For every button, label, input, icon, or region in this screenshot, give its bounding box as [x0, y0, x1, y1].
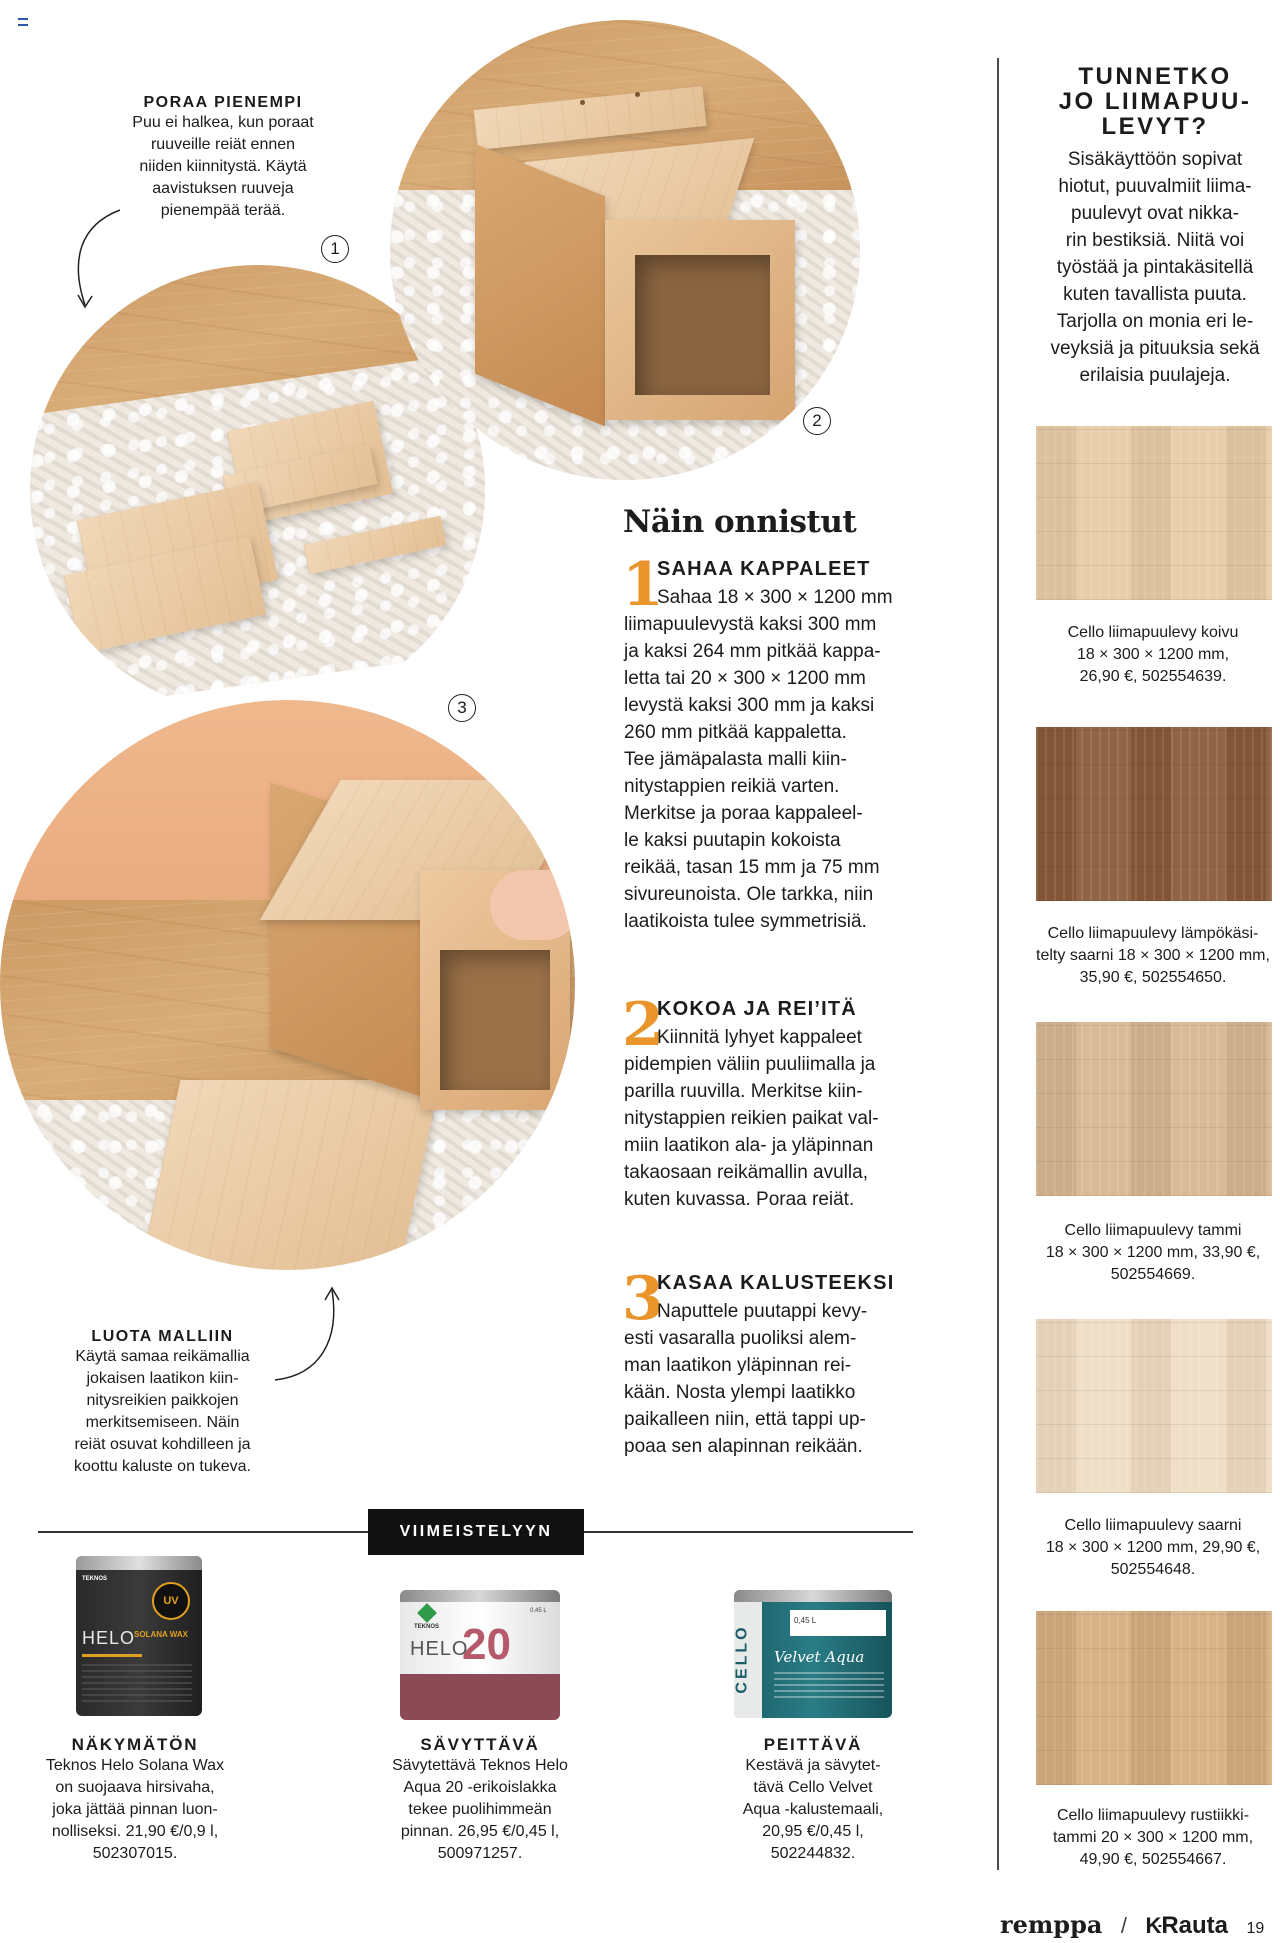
caption-line: 26,90 €, 502554639. [1079, 668, 1227, 685]
footer [1000, 1910, 1264, 1940]
can-big-number: 20 [462, 1620, 511, 1669]
product-line: tävä Cello Velvet [753, 1779, 873, 1796]
wood-swatch-oak [1036, 1022, 1272, 1196]
photo-stacking-boxes [0, 700, 575, 1270]
step-line: poaa sen alapinnan reikään. [624, 1436, 863, 1457]
photo-number-badge: 2 [803, 407, 831, 435]
can-brand: TEKNOS [414, 1624, 440, 1630]
product-line: joka jättää pinnan luon- [52, 1801, 218, 1818]
step-line: nitystappien reikiä varten. [624, 776, 840, 797]
instructions-heading: Näin onnistut [623, 504, 857, 540]
product-line: 500971257. [437, 1845, 523, 1862]
step-line: kuten kuvassa. Poraa reiät. [624, 1189, 855, 1210]
remppa-logo: remppa [1000, 1910, 1103, 1939]
product-title: PEITTÄVÄ [763, 1735, 863, 1754]
photo-assembled-box [390, 20, 860, 480]
caption-line: 502554648. [1110, 1561, 1196, 1578]
step-line: laatikoista tulee symmetrisiä. [624, 911, 867, 932]
column-divider [997, 58, 999, 1870]
sidebar-intro-line: erilaisia puulajeja. [1079, 365, 1231, 386]
sidebar-intro-line: hiotut, puuvalmiit liima- [1058, 176, 1252, 197]
sidebar-intro-line: kuten tavallista puuta. [1063, 284, 1247, 305]
step-text [624, 1325, 924, 1460]
caption-line: 35,90 €, 502554650. [1079, 969, 1227, 986]
tip-line: ruuveille reiät ennen [150, 136, 296, 153]
caption-line: 49,90 €, 502554667. [1079, 1851, 1227, 1868]
step-line: Merkitse ja poraa kappaleel- [624, 803, 863, 824]
product-line: Aqua -kalustemaali, [742, 1801, 884, 1818]
step-text [624, 1051, 924, 1213]
sidebar-intro-line: puulevyt ovat nikka- [1071, 203, 1239, 224]
product-title: NÄKYMÄTÖN [71, 1735, 199, 1754]
product-cello-velvet [698, 1735, 928, 1865]
step-line: miin laatikon ala- ja yläpinnan [624, 1135, 874, 1156]
krauta-logo-k: K [1145, 1913, 1162, 1938]
can-name: HELO [82, 1628, 136, 1648]
tip-line: koottu kaluste on tukeva. [74, 1458, 251, 1475]
product-line: Teknos Helo Solana Wax [45, 1757, 225, 1774]
sidebar-intro [1010, 146, 1280, 389]
product-line: Kestävä ja sävytet- [745, 1757, 881, 1774]
product-line: on suojaava hirsivaha, [55, 1779, 215, 1796]
footer-separator: / [1120, 1913, 1127, 1938]
wood-swatch-ash [1036, 1319, 1272, 1493]
step-title: KOKOA JA REI’ITÄ [657, 998, 857, 1020]
can-brand: CELLO [734, 1624, 751, 1694]
sidebar-intro-line: veyksiä ja pituuksia sekä [1050, 338, 1260, 359]
tip-line: aavistuksen ruuveja [152, 180, 294, 197]
step-line: liimapuulevystä kaksi 300 mm [624, 614, 877, 635]
caption-line: Cello liimapuulevy koivu [1067, 624, 1239, 641]
step-line: sivureunoista. Ole tarkka, niin [624, 884, 874, 905]
tip-line: niiden kiinnitystä. Käytä [139, 158, 307, 175]
step-line: letta tai 20 × 300 × 1200 mm [624, 668, 866, 689]
caption-line: Cello liimapuulevy lämpökäsi- [1047, 925, 1259, 942]
step-text-first: Naputtele puutappi kevy- [657, 1301, 868, 1322]
caption-line: telty saarni 18 × 300 × 1200 mm, [1036, 947, 1270, 964]
menu-icon[interactable] [18, 18, 28, 26]
page-number: 19 [1246, 1920, 1265, 1937]
tip-line: pienempää terää. [160, 202, 286, 219]
caption-line: tammi 20 × 300 × 1200 mm, [1052, 1829, 1254, 1846]
sidebar-title-line: LEVYT? [1101, 113, 1209, 140]
step-line: Tee jämäpalasta malli kiin- [624, 749, 847, 770]
can-name: HELO [410, 1638, 469, 1660]
tip-template-title: LUOTA MALLIIN [91, 1328, 234, 1345]
tip-line: Käytä samaa reikämallia [75, 1348, 250, 1365]
tip-line: nitysreikien paikkojen [86, 1392, 239, 1409]
photo-number-badge: 1 [321, 235, 349, 263]
product-helo-solana [20, 1735, 250, 1865]
swatch-caption [1030, 923, 1276, 989]
swatch-caption [1030, 1515, 1276, 1581]
tip-line: merkitsemiseen. Näin [85, 1414, 240, 1431]
can-volume: 0,45 L [530, 1608, 547, 1614]
can-brand: TEKNOS [82, 1576, 108, 1582]
wood-swatch-rustic-oak [1036, 1611, 1272, 1785]
can-sub: SOLANA WAX [134, 1630, 188, 1639]
step-line: levystä kaksi 300 mm ja kaksi [624, 695, 875, 716]
step-line: parilla ruuvilla. Merkitse kiin- [624, 1081, 863, 1102]
tip-trust-template [40, 1328, 285, 1478]
caption-line: Cello liimapuulevy tammi [1064, 1222, 1242, 1239]
tip-drill-title: PORAA PIENEMPI [143, 94, 303, 111]
sidebar-intro-line: työstää ja pintakäsitellä [1056, 257, 1254, 278]
product-line: tekee puolihimmeän [408, 1801, 552, 1818]
step-line: esti vasaralla puoliksi alem- [624, 1328, 857, 1349]
tip-line: jokaisen laatikon kiin- [86, 1370, 239, 1387]
product-can-cello-velvet [734, 1590, 892, 1718]
sidebar-intro-line: rin bestiksiä. Niitä voi [1065, 230, 1245, 251]
tip-line: reiät osuvat kohdilleen ja [74, 1436, 251, 1453]
sidebar-title-line: JO LIIMAPUU- [1058, 88, 1252, 115]
product-text [698, 1755, 928, 1865]
product-line: 20,95 €/0,45 l, [762, 1823, 864, 1840]
uv-badge: UV [152, 1582, 190, 1620]
step-line: takaosaan reikämallin avulla, [624, 1162, 868, 1183]
step-line: man laatikon yläpinnan rei- [624, 1355, 852, 1376]
caption-line: 18 × 300 × 1200 mm, [1076, 646, 1230, 663]
step-line: 260 mm pitkää kappaletta. [624, 722, 847, 743]
step-text-first: Sahaa 18 × 300 × 1200 mm [657, 587, 893, 608]
product-helo-aqua [365, 1735, 595, 1865]
step-line: paikalleen niin, että tappi up- [624, 1409, 866, 1430]
step-line: nitystappien reikien paikat val- [624, 1108, 879, 1129]
tip-template-text [40, 1346, 285, 1478]
step-number: 1 [622, 550, 664, 620]
photo-number-badge: 3 [448, 694, 476, 722]
step-number: 2 [622, 990, 664, 1060]
product-text [20, 1755, 250, 1865]
krauta-logo: Rauta [1161, 1912, 1229, 1939]
wood-swatch-thermo-ash [1036, 727, 1272, 901]
step-title: SAHAA KAPPALEET [657, 558, 871, 580]
step-line: pidempien väliin puuliimalla ja [624, 1054, 876, 1075]
product-can-helo-solana [76, 1556, 202, 1716]
step-line: le kaksi puutapin kokoista [624, 830, 841, 851]
sidebar-intro-line: Sisäkäyttöön sopivat [1067, 149, 1243, 170]
swatch-caption [1030, 622, 1276, 688]
caption-line: Cello liimapuulevy saarni [1064, 1517, 1242, 1534]
product-line: pinnan. 26,95 €/0,45 l, [400, 1823, 560, 1840]
product-line: Sävytettävä Teknos Helo [392, 1757, 568, 1774]
swatch-caption [1030, 1805, 1276, 1871]
tip-line: Puu ei halkea, kun poraat [132, 114, 314, 131]
product-line: Aqua 20 -erikoislakka [403, 1779, 557, 1796]
can-volume: 0,45 L [794, 1616, 817, 1625]
sidebar-title [1010, 64, 1280, 139]
wood-swatch-birch [1036, 426, 1272, 600]
swatch-caption [1030, 1220, 1276, 1286]
caption-line: 18 × 300 × 1200 mm, 29,90 €, [1045, 1539, 1261, 1556]
step-title: KASAA KALUSTEEKSI [657, 1272, 895, 1294]
can-name: Velvet Aqua [774, 1648, 865, 1666]
step-line: reikää, tasan 15 mm ja 75 mm [624, 857, 880, 878]
step-line: kään. Nosta ylempi laatikko [624, 1382, 856, 1403]
sidebar-title-line: TUNNETKO [1078, 63, 1232, 90]
sidebar-intro-line: Tarjolla on monia eri le- [1056, 311, 1254, 332]
product-text [365, 1755, 595, 1865]
caption-line: Cello liimapuulevy rustiikki- [1056, 1807, 1250, 1824]
step-line: ja kaksi 264 mm pitkää kappa- [624, 641, 881, 662]
product-title: SÄVYTTÄVÄ [420, 1735, 540, 1754]
caption-line: 502554669. [1110, 1266, 1196, 1283]
product-can-helo-aqua [400, 1590, 560, 1720]
product-line: nolliseksi. 21,90 €/0,9 l, [51, 1823, 219, 1840]
step-text-first: Kiinnitä lyhyet kappaleet [657, 1027, 862, 1048]
step-number: 3 [622, 1264, 664, 1334]
step-text [624, 611, 924, 935]
caption-line: 18 × 300 × 1200 mm, 33,90 €, [1045, 1244, 1261, 1261]
product-line: 502244832. [770, 1845, 856, 1862]
product-line: 502307015. [92, 1845, 178, 1862]
finishing-banner: VIIMEISTELYYN [368, 1509, 584, 1555]
